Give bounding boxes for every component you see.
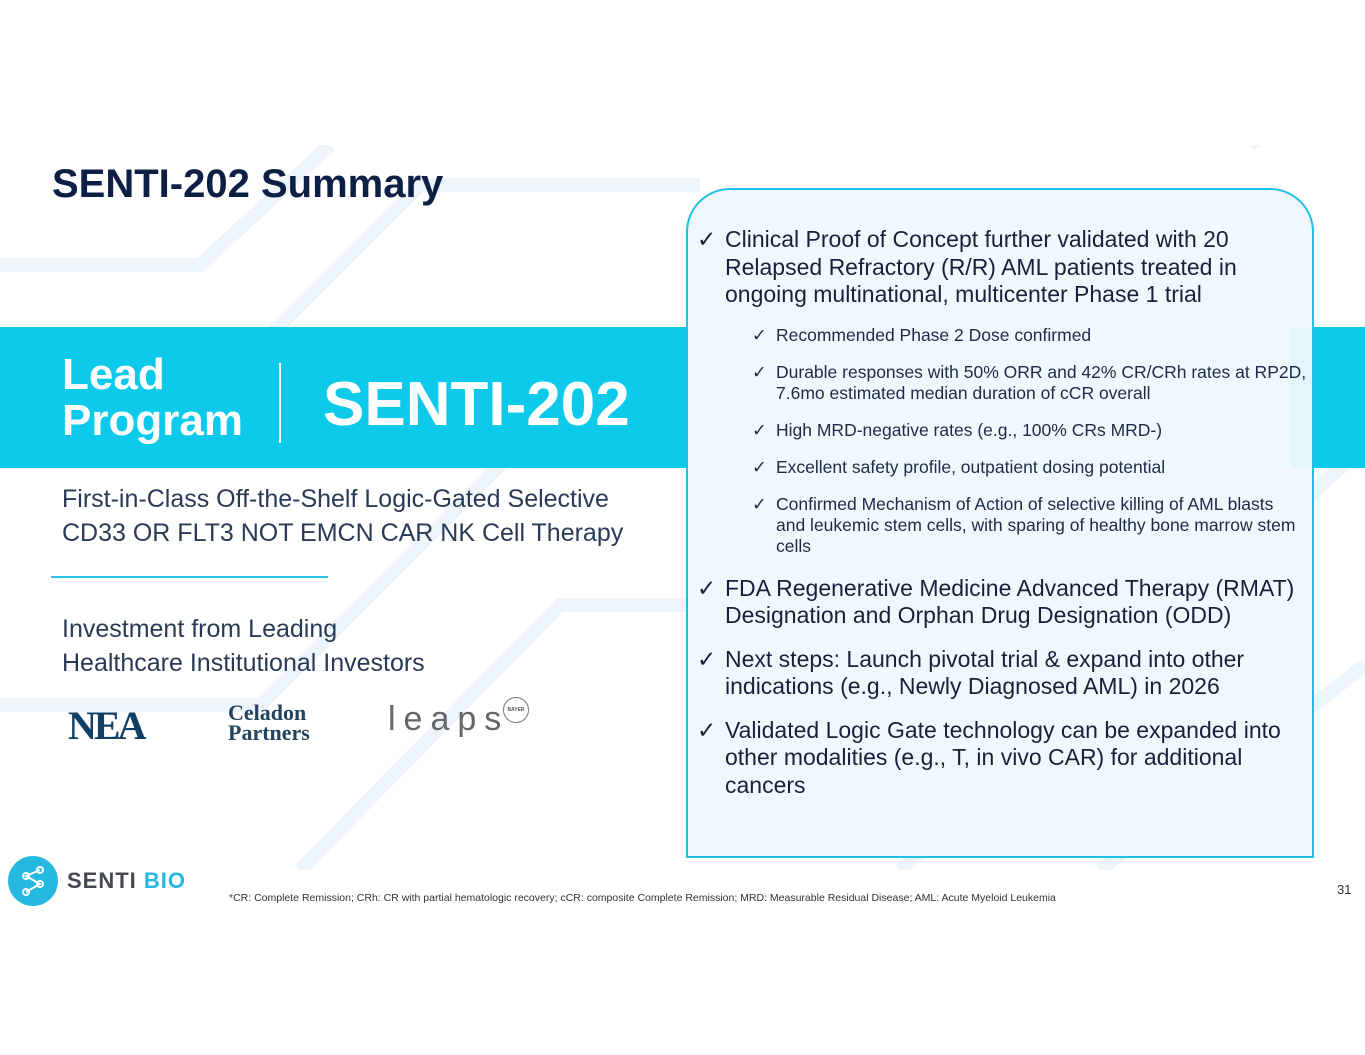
summary-list — [697, 226, 1307, 815]
bullet-item — [697, 717, 1307, 800]
page-number: 31 — [1337, 882, 1352, 897]
program-line: Program — [62, 396, 243, 445]
bullet-text: FDA Regenerative Medicine Advanced Therapy (RMAT) Designation and Orphan Drug Designation (ODD) — [725, 574, 1295, 628]
description-line: First-in-Class Off-the-Shelf Logic-Gated Selective — [62, 485, 609, 513]
sub-bullet-text: Confirmed Mechanism of Action of selective killing of AML blasts and leukemic stem cells, with sparing of healthy bone marrow stem cells — [776, 493, 1296, 556]
investment-line: Healthcare Institutional Investors — [62, 649, 425, 677]
partners-line: Partners — [228, 720, 310, 745]
check-icon: ✓ — [752, 419, 767, 440]
senti-logo-icon — [8, 856, 58, 906]
celadon-logo — [228, 700, 310, 745]
program-name: SENTI-202 — [323, 370, 630, 439]
slide-title: SENTI-202 Summary — [52, 162, 444, 206]
check-icon: ✓ — [697, 716, 717, 743]
sub-bullet-text: Excellent safety profile, outpatient dosing potential — [776, 456, 1166, 477]
sub-bullet-text: High MRD-negative rates (e.g., 100% CRs MRD-) — [776, 419, 1163, 440]
description-line: CD33 OR FLT3 NOT EMCN CAR NK Cell Therapy — [62, 519, 624, 547]
bullet-text: Validated Logic Gate technology can be expanded into other modalities (e.g., T, in vivo CAR) for additional cancers — [725, 716, 1281, 798]
check-icon: ✓ — [752, 324, 767, 345]
celadon-line: Celadon — [228, 700, 307, 725]
check-icon: ✓ — [752, 361, 767, 382]
band-divider — [279, 363, 281, 443]
brand-name — [67, 868, 186, 894]
sub-bullet-list — [697, 325, 1307, 557]
sub-bullet-text: Recommended Phase 2 Dose confirmed — [776, 324, 1092, 345]
bullet-item — [697, 646, 1307, 701]
footnote: *CR: Complete Remission; CRh: CR with partial hematologic recovery; cCR: composite Complete Remission; MRD: Measurable Residual Disease; AML: Acute Myeloid Leukemia — [229, 892, 1056, 904]
bullet-item — [697, 575, 1307, 630]
sub-bullet-item — [697, 362, 1307, 404]
investment-line: Investment from Leading — [62, 615, 338, 643]
check-icon: ✓ — [752, 456, 767, 477]
brand-bio: BIO — [143, 868, 187, 893]
lead-program-label — [62, 352, 243, 444]
nea-logo: NEA — [68, 703, 144, 748]
check-icon: ✓ — [697, 574, 717, 601]
check-icon: ✓ — [697, 645, 717, 672]
lead-line: Lead — [62, 350, 165, 399]
senti-bio-logo — [8, 856, 186, 906]
bullet-text: Clinical Proof of Concept further validated with 20 Relapsed Refractory (R/R) AML patients treated in ongoing multinational, multicenter Phase 1 trial — [725, 226, 1237, 307]
sub-bullet-text: Durable responses with 50% ORR and 42% CR/CRh rates at RP2D, 7.6mo estimated median duration of cCR overall — [776, 361, 1307, 403]
sub-bullet-item — [697, 420, 1307, 441]
bullet-item — [697, 226, 1307, 309]
sub-bullet-item — [697, 494, 1307, 557]
program-description — [62, 482, 623, 550]
sub-bullet-item — [697, 325, 1307, 346]
leaps-logo: leaps — [388, 700, 510, 738]
investment-heading — [62, 612, 425, 680]
brand-senti: SENTI — [67, 868, 137, 893]
sub-bullet-item — [697, 457, 1307, 478]
bayer-logo: BAYER — [503, 697, 529, 723]
check-icon: ✓ — [697, 226, 717, 252]
bullet-text: Next steps: Launch pivotal trial & expand into other indications (e.g., Newly Diagnosed AML) in 2026 — [725, 645, 1245, 699]
check-icon: ✓ — [752, 493, 767, 514]
section-rule — [51, 576, 328, 578]
